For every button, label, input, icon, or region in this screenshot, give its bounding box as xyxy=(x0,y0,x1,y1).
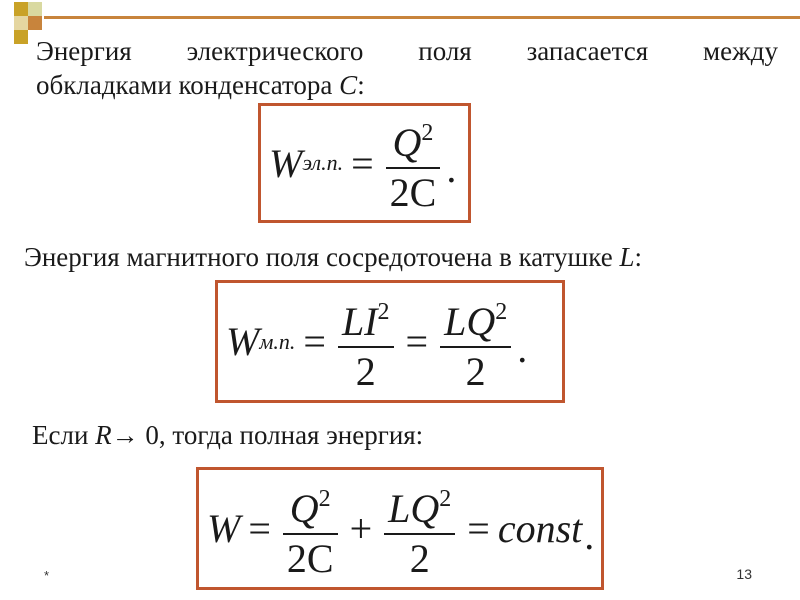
text-fragment: → 0, тогда полная энергия: xyxy=(111,420,424,450)
decor-square xyxy=(28,16,42,30)
equals-sign: = xyxy=(405,319,429,364)
equals-sign: = xyxy=(303,319,326,364)
numerator xyxy=(384,477,455,533)
denominator xyxy=(352,348,380,394)
fraction xyxy=(338,290,394,394)
num-text: LQ xyxy=(444,298,496,344)
fraction xyxy=(283,477,338,581)
subscript: м.п. xyxy=(259,328,296,354)
denominator xyxy=(406,535,434,581)
plus-sign: + xyxy=(349,506,373,551)
page-number: 13 xyxy=(736,566,752,582)
decor-square xyxy=(14,30,28,44)
fraction xyxy=(386,111,441,215)
formula-electric-energy xyxy=(261,106,468,220)
text-line-3 xyxy=(32,418,423,452)
formula-magnetic-energy xyxy=(218,283,562,400)
variable-r: R xyxy=(95,420,112,450)
superscript: 2 xyxy=(439,485,452,512)
formula-box-electric xyxy=(258,103,471,223)
variable-c: C xyxy=(339,70,358,100)
num-text: Q xyxy=(289,485,319,531)
fraction xyxy=(440,290,511,394)
superscript: 2 xyxy=(318,485,331,512)
text-fragment: Если xyxy=(32,420,96,450)
numerator xyxy=(286,477,335,533)
numerator xyxy=(389,111,438,167)
period: . xyxy=(517,326,528,371)
numerator xyxy=(338,290,394,346)
period: . xyxy=(446,146,457,191)
superscript: 2 xyxy=(495,298,508,325)
decor-square xyxy=(14,16,28,30)
text-line-1: Энергия электрического поля запасается между xyxy=(36,36,778,66)
text-fragment: : xyxy=(634,242,643,272)
den-text: 2 xyxy=(355,348,376,394)
den-text: 2C xyxy=(389,170,437,215)
header-rule xyxy=(44,16,800,19)
subscript: эл.п. xyxy=(302,150,344,175)
equals-sign: = xyxy=(248,506,271,551)
symbol-w: W xyxy=(226,319,260,364)
text-line-2 xyxy=(24,240,642,274)
denominator xyxy=(386,169,441,215)
num-text: LI xyxy=(341,298,378,344)
decor-square xyxy=(28,2,42,16)
den-text: 2C xyxy=(286,535,334,581)
const-text: const xyxy=(497,506,583,551)
fraction xyxy=(384,477,455,581)
variable-l: L xyxy=(619,242,635,272)
formula-total-energy xyxy=(199,470,601,587)
denominator xyxy=(283,535,338,581)
equals-sign: = xyxy=(467,506,490,551)
formula-box-magnetic xyxy=(215,280,565,403)
symbol-w: W xyxy=(207,506,241,551)
denominator xyxy=(462,348,490,394)
numerator xyxy=(440,290,511,346)
symbol-w: W xyxy=(269,140,303,186)
superscript: 2 xyxy=(377,298,390,325)
text-line-1b xyxy=(36,68,365,102)
den-text: 2 xyxy=(465,348,486,394)
footer-star: * xyxy=(44,568,50,583)
formula-box-total xyxy=(196,467,604,590)
num-text: Q xyxy=(392,120,422,165)
den-text: 2 xyxy=(409,535,430,581)
num-text: LQ xyxy=(388,485,440,531)
decor-square xyxy=(14,2,28,16)
period: . xyxy=(584,513,595,558)
text-fragment: : xyxy=(357,70,365,100)
text-fragment: Энергия магнитного поля сосредоточена в катушке xyxy=(24,242,620,272)
superscript: 2 xyxy=(421,120,434,146)
text-fragment: обкладками конденсатора xyxy=(36,70,340,100)
equals-sign: = xyxy=(351,140,374,186)
